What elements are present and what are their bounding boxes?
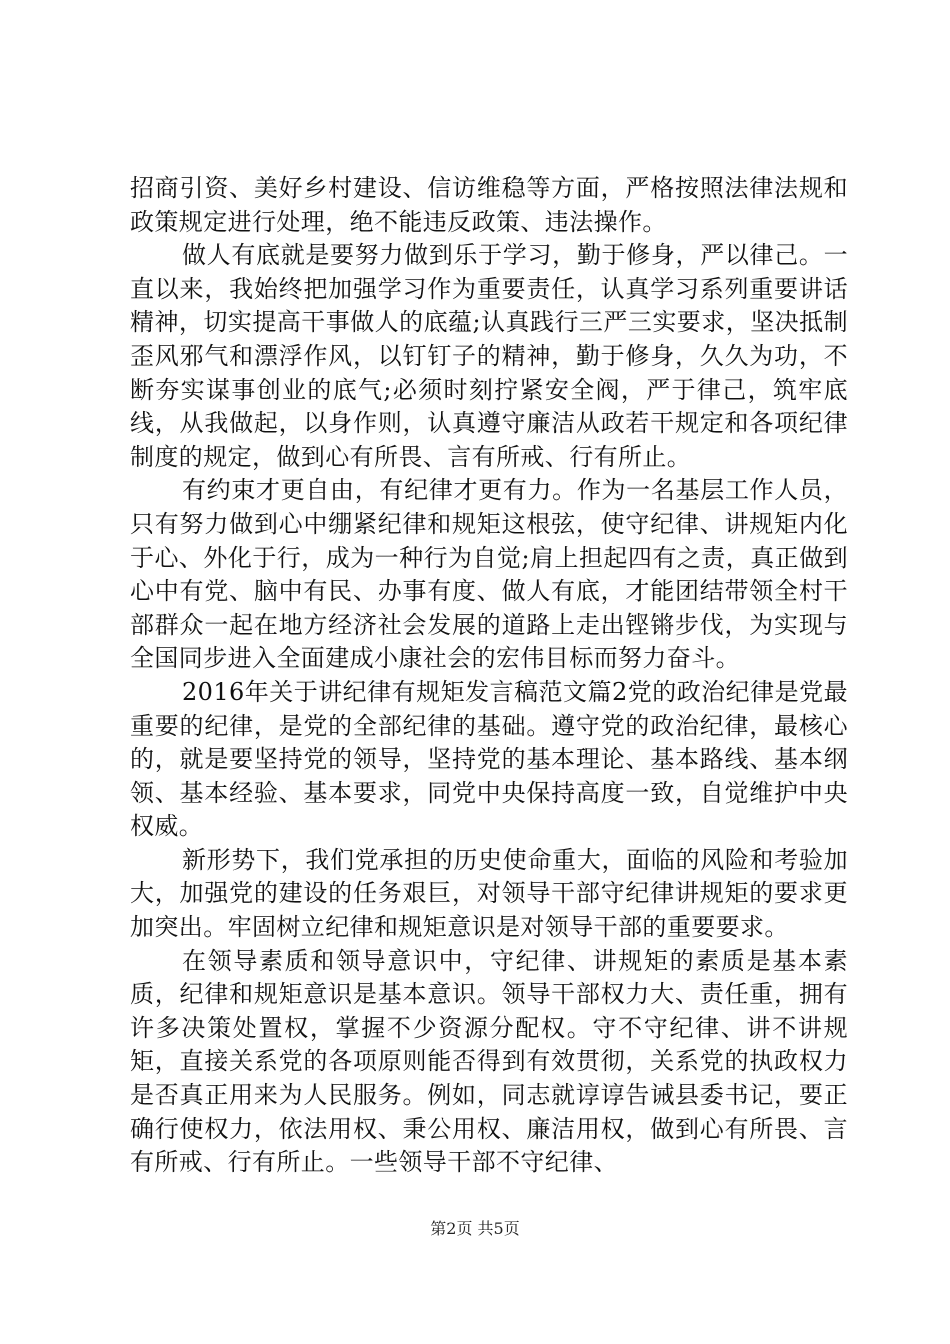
document-body <box>130 172 848 1180</box>
paragraph: 新形势下，我们党承担的历史使命重大，面临的风险和考验加大，加强党的建设的任务艰巨，对领导干部守纪律讲规矩的要求更加突出。牢固树立纪律和规矩意识是对领导干部的重要要求。 <box>130 845 848 942</box>
paragraph-continuation: 招商引资、美好乡村建设、信访维稳等方面，严格按照法律法规和政策规定进行处理，绝不能违反政策、违法操作。 <box>130 174 848 236</box>
paragraph: 2016年关于讲纪律有规矩发言稿范文篇2党的政治纪律是党最重要的纪律，是党的全部纪律的基础。遵守党的政治纪律，最核心的，就是要坚持党的领导，坚持党的基本理论、基本路线、基本纲领、基本经验、基本要求，同党中央保持高度一致，自觉维护中央权威。 <box>130 677 848 841</box>
paragraph: 在领导素质和领导意识中，守纪律、讲规矩的素质是基本素质，纪律和规矩意识是基本意识。领导干部权力大、责任重，拥有许多决策处置权，掌握不少资源分配权。守不守纪律、讲不讲规矩，直接关系党的各项原则能否得到有效贯彻，关系党的执政权力是否真正用来为人民服务。例如，同志就谆谆告诫县委书记，要正确行使权力，依法用权、秉公用权、廉洁用权，做到心有所畏、言有所戒、行有所止。一些领导干部不守纪律、 <box>130 946 848 1177</box>
paragraph: 有约束才更自由，有纪律才更有力。作为一名基层工作人员，只有努力做到心中绷紧纪律和规矩这根弦，使守纪律、讲规矩内化于心、外化于行，成为一种行为自觉;肩上担起四有之责，真正做到心中有党、脑中有民、办事有度、做人有底，才能团结带领全村干部群众一起在地方经济社会发展的道路上走出铿锵步伐，为实现与全国同步进入全面建成小康社会的宏伟目标而努力奋斗。 <box>130 476 848 673</box>
page-number-footer: 第2页 共5页 <box>430 1219 520 1238</box>
paragraph: 做人有底就是要努力做到乐于学习，勤于修身，严以律己。一直以来，我始终把加强学习作为重要责任，认真学习系列重要讲话精神，切实提高干事做人的底蕴;认真践行三严三实要求，坚决抵制歪风邪气和漂浮作风，以钉钉子的精神，勤于修身，久久为功，不断夯实谋事创业的底气;必须时刻拧紧安全阀，严于律己，筑牢底线，从我做起，以身作则，认真遵守廉洁从政若干规定和各项纪律制度的规定，做到心有所畏、言有所戒、行有所止。 <box>130 241 848 471</box>
